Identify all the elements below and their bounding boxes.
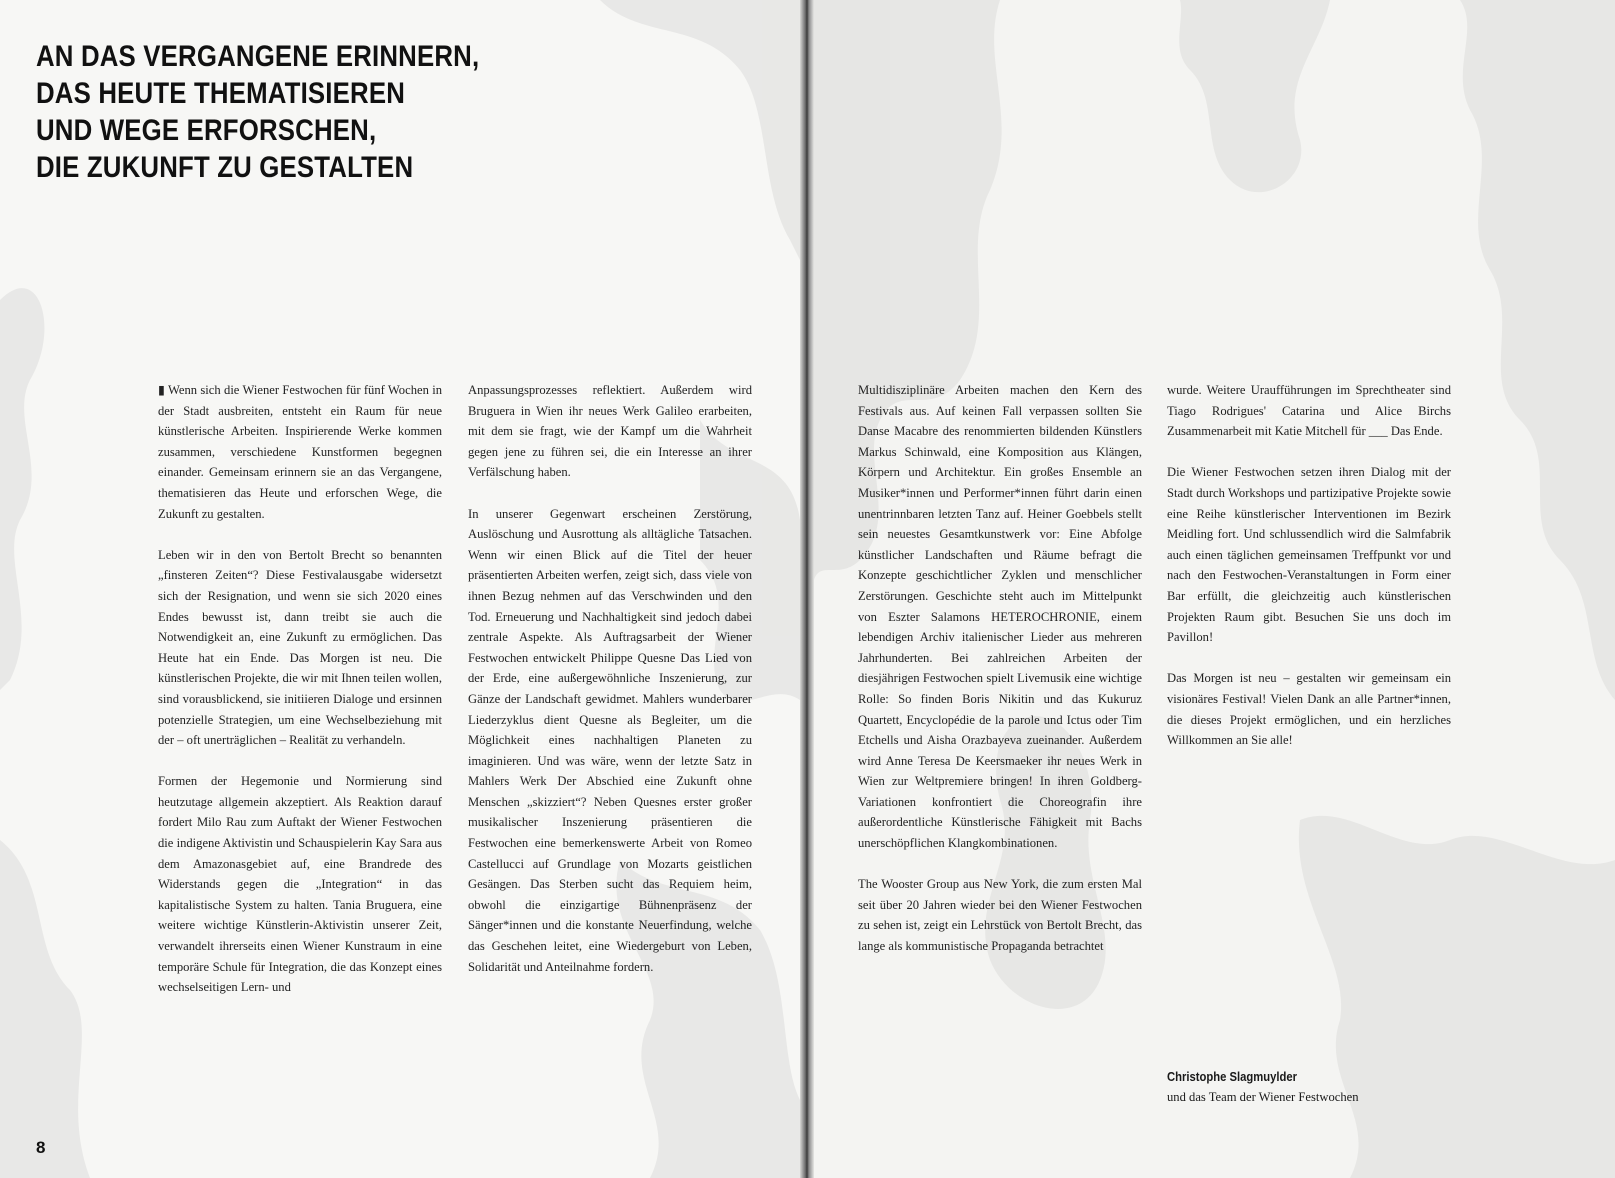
paragraph: In unserer Gegenwart erscheinen Zerstörung, Auslöschung und Ausrottung als alltägliche Tatsachen. Wenn wir einen Blick auf die Titel der heuer präsentierten Arbeiten werfen, zeigt sich, dass viele von ihnen Bezug nehmen auf das Verschwinden und den Tod. Erneuerung und Nachhaltigkeit sind jedoch dabei zentrale Aspekte. Als Auftragsarbeit der Wiener Festwochen entwickelt Philippe Quesne Das Lied von der Erde, eine außergewöhnliche Inszenierung, zur Gänze der Landschaft gewidmet. Mahlers wunderbarer Liederzyklus dient Quesne als Begleiter, um die Möglichkeit eines nachhaltigen Planeten zu imaginieren. Und was wäre, wenn der letzte Satz in Mahlers Werk Der Abschied eine Zukunft ohne Menschen „skizziert“? Neben Quesnes erster großer musikalischer Inszenierung präsentieren die Festwochen eine bemerkenswerte Arbeit von Romeo Castellucci auf Grundlage von Mozarts geistlichen Gesängen. Das Sterben sucht das Requiem heim, obwohl die einzigartige Bühnenpräsenz der Sänger*innen und die konstante Neuerfindung, welche das Geschehen leitet, eine Wiedergeburt von Leben, Solidarität und Anteilnahme fordern. — [468, 506, 752, 974]
headline-line-2: DAS HEUTE THEMATISIEREN — [36, 77, 406, 110]
headline — [36, 38, 479, 186]
paragraph: The Wooster Group aus New York, die zum ersten Mal seit über 20 Jahren wieder bei den Wiener Festwochen zu sehen ist, zeigt ein Lehrstück von Bertolt Brecht, das lange als kommunistische Propaganda betrachtet — [858, 877, 1142, 954]
book-gutter — [800, 0, 814, 1178]
paragraph: Die Wiener Festwochen setzen ihren Dialog mit der Stadt durch Workshops und partizipative Projekte sowie eine Reihe künstlerischer Interventionen im Bezirk Meidling fort. Und schlussendlich wird die Salmfabrik auch einen täglichen gemeinsamen Treffpunkt vor und nach den Festwochen-Veranstaltungen in Form einer Bar erfüllt, die gleichzeitig auch künstlerischen Projekten Raum gibt. Besuchen Sie uns doch im Pavillon! — [1167, 465, 1451, 645]
paragraph: Leben wir in den von Bertolt Brecht so benannten „finsteren Zeiten“? Diese Festivalausgabe widersetzt sich der Resignation, und wenn sie sich 2020 eines Endes bewusst ist, dann treibt sie auch die Notwendigkeit an, eine Zukunft zu ermöglichen. Das Heute hat ein Ende. Das Morgen ist neu. Die künstlerischen Projekte, die wir mit Ihnen teilen wollen, sind vorausblickend, sie initiieren Dialoge und ersinnen potenzielle Strategien, um eine Wechselbeziehung mit der – oft unerträglichen – Realität zu verhandeln. — [158, 547, 442, 748]
paragraph: Multidisziplinäre Arbeiten machen den Kern des Festivals aus. Auf keinen Fall verpassen sollten Sie Danse Macabre des renommierten bildenden Künstlers Markus Schinwald, eine Komposition aus Klängen, Körpern und Architektur. Ein großes Ensemble an Musiker*innen und Performer*innen führt darin einen unentrinnbaren letzten Tanz auf. Heiner Goebbels stellt sein neuestes Gesamtkunstwerk vor: Eine Abfolge künstlicher Landschaften und Räume befragt die Konzepte geschichtlicher Zyklen und menschlicher Zerstörungen. Geschichte steht auch im Mittelpunkt von Eszter Salamons HETEROCHRONIE, einem lebendigen Archiv italienischer Lieder aus mehreren Jahrhunderten. Bei zahlreichen Arbeiten der diesjährigen Festwochen spielt Livemusik eine wichtige Rolle: So finden Boris Nikitin und das Kukuruz Quartett, Encyclopédie de la parole und Ictus oder Tim Etchells und Aisha Orazbayeva zueinander. Außerdem wird Anne Teresa De Keersmaeker ihr neues Werk in Wien zur Weltpremiere bringen! In ihren Goldberg-Variationen konfrontiert die Choreografin ihre außerordentliche Künstlerische Fähigkeit mit Bachs unerschöpflichen Klangkombinationen. — [858, 383, 1142, 851]
headline-line-3: UND WEGE ERFORSCHEN, — [36, 114, 377, 147]
text-column-1 — [158, 380, 442, 998]
headline-line-1: AN DAS VERGANGENE ERINNERN, — [36, 40, 480, 73]
paragraph: ▮ Wenn sich die Wiener Festwochen für fünf Wochen in der Stadt ausbreiten, entsteht ein Raum für neue künstlerische Arbeiten. Inspirierende Werke kommen zusammen, verschiedene Kunstformen begegnen einander. Gemeinsam erinnern sie an das Vergangene, thematisieren das Heute und erforschen Wege, die Zukunft zu gestalten. — [158, 383, 442, 521]
text-column-3 — [858, 380, 1142, 957]
page-number: 8 — [36, 1138, 46, 1157]
paragraph: wurde. Weitere Uraufführungen im Sprechtheater sind Tiago Rodrigues' Catarina und Alice Birchs Zusammenarbeit mit Katie Mitchell für ___ Das Ende. — [1167, 383, 1451, 439]
signature-name: Christophe Slagmuylder — [1167, 1070, 1298, 1084]
paragraph: Anpassungsprozesses reflektiert. Außerdem wird Bruguera in Wien ihr neues Werk Galileo erarbeiten, mit dem sie fragt, wie der Kampf um die Wahrheit gegen jene zu führen sei, die ein Interesse an ihrer Verfälschung haben. — [468, 383, 752, 480]
paragraph: Formen der Hegemonie und Normierung sind heutzutage allgemein akzeptiert. Als Reaktion darauf fordert Milo Rau zum Auftakt der Wiener Festwochen die indigene Aktivistin und Schauspielerin Kay Sara aus dem Amazonasgebiet auf, eine Brandrede des Widerstands gegen die „Integration“ in das kapitalistische System zu halten. Tania Bruguera, eine weitere wichtige Künstlerin-Aktivistin unserer Zeit, verwandelt ihrerseits einen Wiener Kunstraum in eine temporäre Schule für Integration, die das Konzept eines wechselseitigen Lern- und — [158, 774, 442, 995]
signature — [1167, 1067, 1457, 1107]
signature-team: und das Team der Wiener Festwochen — [1167, 1090, 1359, 1104]
paragraph: Das Morgen ist neu – gestalten wir gemeinsam ein visionäres Festival! Vielen Dank an alle Partner*innen, die dieses Projekt ermöglichen, und ein herzliches Willkommen an Sie alle! — [1167, 671, 1451, 748]
text-column-2 — [468, 380, 752, 977]
headline-line-4: DIE ZUKUNFT ZU GESTALTEN — [36, 151, 414, 184]
text-column-4 — [1167, 380, 1451, 751]
